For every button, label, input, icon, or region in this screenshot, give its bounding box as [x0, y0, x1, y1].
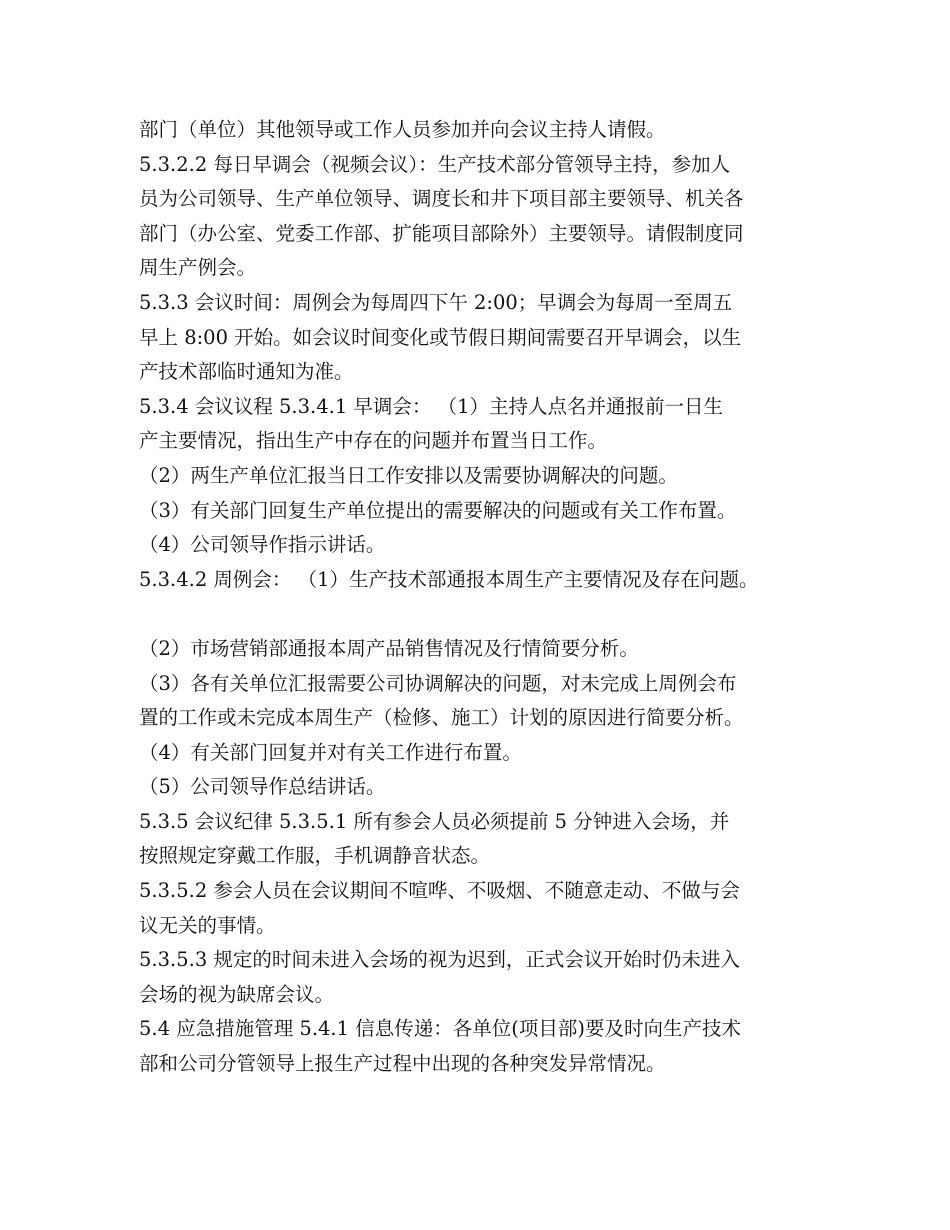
text-line: 5.3.4 会议议程 5.3.4.1 早调会： （1）主持人点名并通报前一日生	[139, 394, 724, 418]
text-line: 5.3.3 会议时间：周例会为每周四下午 2:00；早调会为每周一至周五	[139, 290, 733, 314]
text-line: 早上 8:00 开始。如会议时间变化或节假日期间需要召开早调会，以生	[139, 325, 742, 349]
text-line: 5.3.5.2 参会人员在会议期间不喧哗、不吸烟、不随意走动、不做与会	[139, 879, 740, 903]
text-line: 置的工作或未完成本周生产（检修、施工）计划的原因进行简要分析。	[139, 706, 744, 730]
text-line: （4）有关部门回复并对有关工作进行布置。	[139, 740, 522, 764]
text-line: 部门（办公室、党委工作部、扩能项目部除外）主要领导。请假制度同	[139, 221, 744, 245]
text-line: 员为公司领导、生产单位领导、调度长和井下项目部主要领导、机关各	[139, 187, 744, 211]
text-line: （4）公司领导作指示讲话。	[139, 533, 386, 557]
text-line: 周生产例会。	[139, 256, 257, 280]
text-line: 5.3.5 会议纪律 5.3.5.1 所有参会人员必须提前 5 分钟进入会场，并	[139, 809, 730, 833]
text-line: 产技术部临时通知为准。	[139, 360, 354, 384]
text-line: （5）公司领导作总结讲话。	[139, 775, 386, 799]
text-line: （2）两生产单位汇报当日工作安排以及需要协调解决的问题。	[139, 463, 678, 487]
text-line: （2）市场营销部通报本周产品销售情况及行情简要分析。	[139, 636, 639, 660]
text-line: 5.3.5.3 规定的时间未进入会场的视为迟到，正式会议开始时仍未进入	[139, 948, 740, 972]
text-line: 产主要情况，指出生产中存在的问题并布置当日工作。	[139, 429, 608, 453]
text-line: 按照规定穿戴工作服，手机调静音状态。	[139, 844, 491, 868]
text-line: 部门（单位）其他领导或工作人员参加并向会议主持人请假。	[139, 118, 666, 141]
text-line: 议无关的事情。	[139, 913, 276, 937]
text-line: （3）有关部门回复生产单位提出的需要解决的问题或有关工作布置。	[139, 498, 737, 522]
text-line: （3）各有关单位汇报需要公司协调解决的问题，对未完成上周例会布	[139, 671, 737, 695]
text-line: 5.3.2.2 每日早调会（视频会议）：生产技术部分管领导主持，参加人	[139, 152, 731, 176]
text-line: 5.4 应急措施管理 5.4.1 信息传递：各单位(项目部)要及时向生产技术	[139, 1017, 741, 1041]
text-line: 部和公司分管领导上报生产过程中出现的各种突发异常情况。	[139, 1052, 666, 1076]
document-body	[139, 113, 839, 1082]
paragraph-gap	[139, 597, 839, 632]
text-line: 会场的视为缺席会议。	[139, 982, 335, 1006]
text-line: 5.3.4.2 周例会： （1）生产技术部通报本周生产主要情况及存在问题。	[139, 567, 759, 591]
